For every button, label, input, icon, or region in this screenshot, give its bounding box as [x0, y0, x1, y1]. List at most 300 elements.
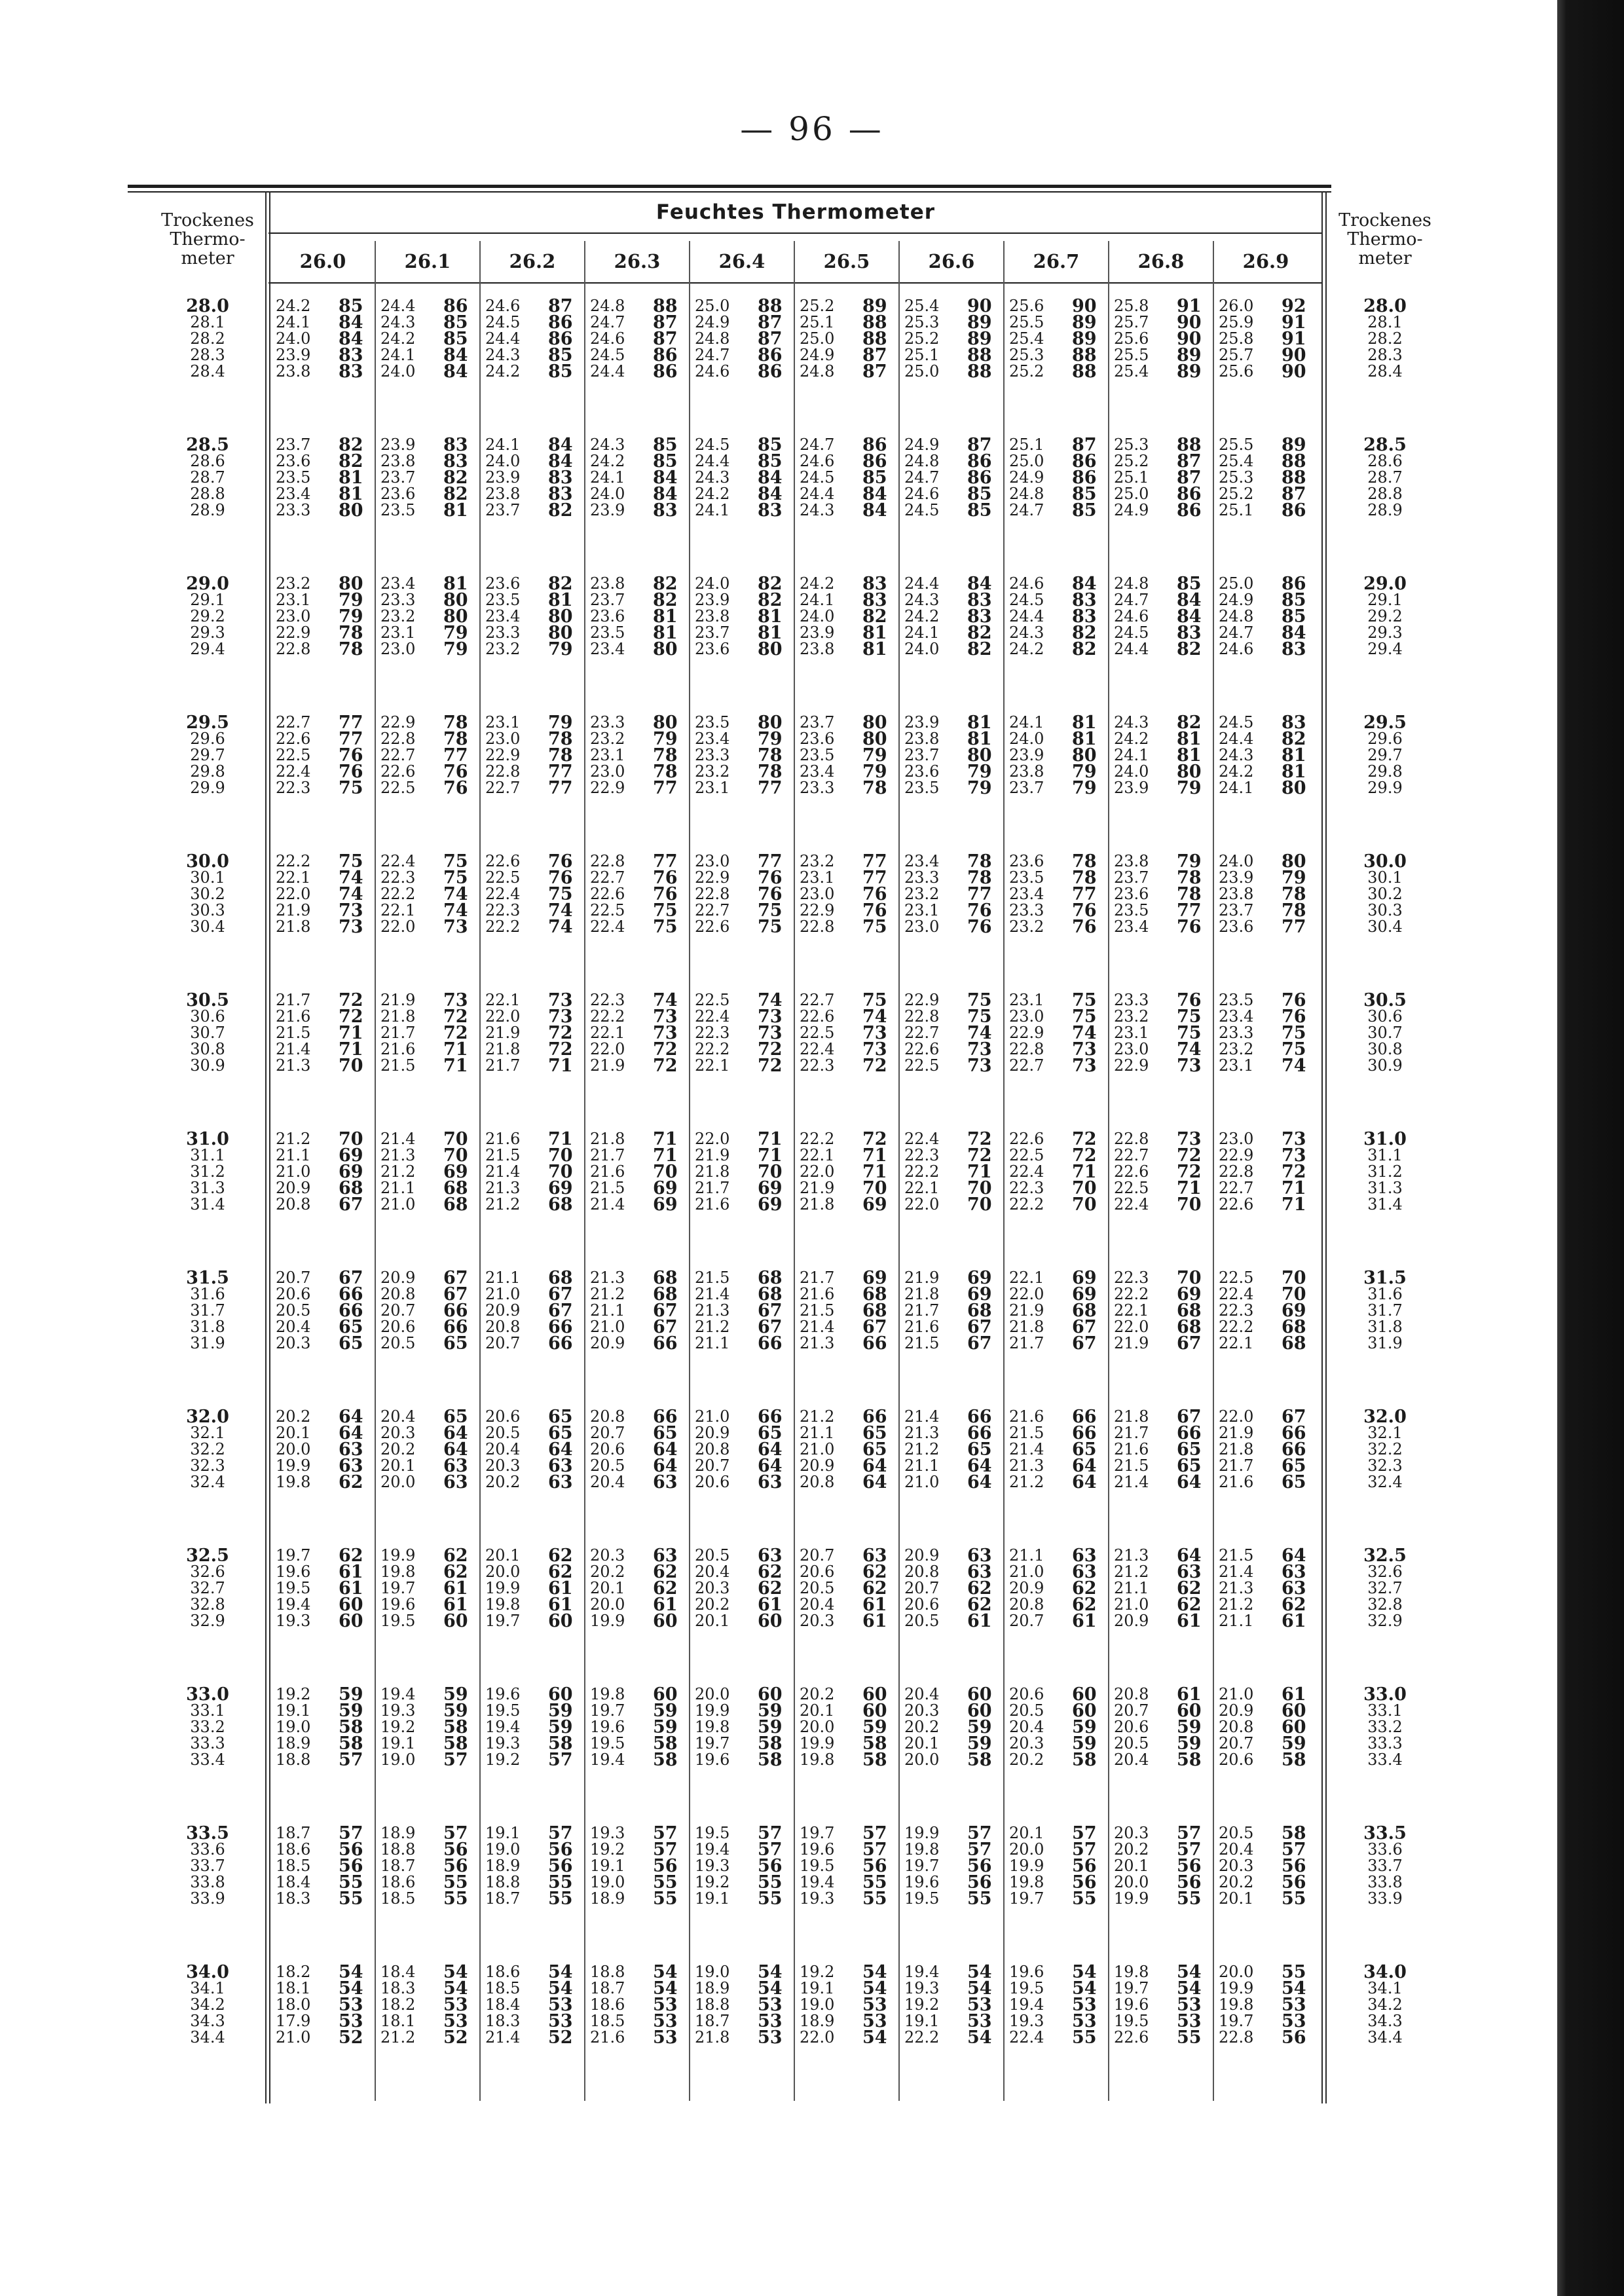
dry-bulb-value-left: 32.1: [190, 1424, 225, 1442]
dew-point-value: 24.6: [485, 297, 521, 315]
table-row: [0, 298, 1624, 314]
humidity-value: 83: [548, 468, 573, 488]
humidity-value: 66: [758, 1333, 783, 1354]
dew-point-value: 23.6: [1219, 917, 1254, 936]
humidity-value: 69: [862, 1194, 887, 1215]
dew-point-value: 25.0: [800, 329, 835, 348]
humidity-value: 76: [967, 917, 992, 937]
dew-point-value: 19.9: [276, 1456, 311, 1475]
humidity-value: 55: [1072, 1889, 1097, 1909]
dew-point-value: 20.8: [485, 1318, 521, 1336]
humidity-value: 66: [967, 1407, 992, 1427]
dew-point-value: 24.0: [1114, 762, 1149, 781]
humidity-value: 85: [653, 435, 678, 455]
dry-bulb-value-right: 29.4: [1367, 640, 1403, 658]
dew-point-value: 26.0: [1219, 297, 1254, 315]
humidity-value: 71: [758, 1129, 783, 1149]
humidity-value: 87: [653, 329, 678, 349]
dew-point-value: 23.6: [1009, 852, 1044, 870]
dew-point-value: 23.9: [1219, 868, 1254, 887]
humidity-value: 84: [967, 574, 992, 594]
dew-point-value: 19.2: [485, 1750, 521, 1769]
dew-point-value: 22.2: [1114, 1285, 1149, 1303]
dew-point-value: 23.4: [904, 852, 940, 870]
humidity-value: 60: [653, 1611, 678, 1631]
dew-point-value: 22.5: [800, 1024, 835, 1042]
humidity-value: 68: [862, 1301, 887, 1321]
humidity-value: 89: [1177, 345, 1202, 365]
column-header-26.8: 26.8: [1137, 250, 1185, 272]
dew-point-value: 19.6: [904, 1873, 940, 1891]
humidity-value: 57: [339, 1823, 363, 1843]
dew-point-value: 24.3: [695, 468, 730, 487]
humidity-value: 70: [862, 1178, 887, 1198]
dew-point-value: 23.2: [695, 762, 730, 781]
dew-point-value: 19.8: [1114, 1963, 1149, 1981]
dew-point-value: 25.9: [1219, 313, 1254, 331]
humidity-value: 65: [1282, 1472, 1306, 1492]
dry-bulb-value-left: 29.7: [190, 746, 225, 764]
humidity-value: 78: [339, 623, 363, 643]
dew-point-value: 21.6: [1114, 1440, 1149, 1458]
dry-bulb-value-right: 33.9: [1367, 1889, 1403, 1908]
dew-point-value: 19.6: [800, 1840, 835, 1859]
dew-point-value: 18.7: [276, 1824, 311, 1842]
dry-bulb-value-left: 31.9: [190, 1334, 225, 1352]
humidity-value: 88: [967, 345, 992, 365]
humidity-value: 54: [967, 1962, 992, 1982]
humidity-value: 63: [653, 1472, 678, 1492]
humidity-value: 60: [1072, 1684, 1097, 1705]
humidity-value: 69: [339, 1162, 363, 1182]
dry-bulb-value-left: 29.2: [190, 607, 225, 625]
dew-point-value: 21.6: [276, 1007, 311, 1026]
humidity-value: 75: [862, 990, 887, 1010]
humidity-value: 71: [548, 1129, 573, 1149]
dry-bulb-value-left: 34.0: [186, 1962, 229, 1982]
humidity-value: 75: [758, 917, 783, 937]
dew-point-value: 22.5: [1219, 1268, 1254, 1287]
humidity-value: 75: [1072, 1007, 1097, 1027]
humidity-value: 78: [1072, 868, 1097, 888]
dew-point-value: 25.2: [1009, 362, 1044, 380]
humidity-value: 75: [1177, 1007, 1202, 1027]
humidity-value: 53: [1177, 1995, 1202, 2015]
humidity-value: 56: [653, 1856, 678, 1876]
table-row: [0, 1147, 1624, 1164]
dew-point-value: 25.6: [1009, 297, 1044, 315]
dew-point-value: 22.7: [590, 868, 625, 887]
dew-point-value: 19.7: [904, 1857, 940, 1875]
dew-point-value: 23.7: [276, 435, 311, 454]
dew-point-value: 18.1: [276, 1979, 311, 1997]
humidity-value: 88: [1282, 451, 1306, 472]
dew-point-value: 22.4: [485, 885, 521, 903]
humidity-value: 78: [1072, 851, 1097, 872]
dew-point-value: 18.9: [485, 1857, 521, 1875]
humidity-value: 86: [758, 361, 783, 382]
dew-point-value: 23.2: [380, 607, 416, 625]
dew-point-value: 23.3: [1009, 901, 1044, 919]
dew-point-value: 23.0: [380, 640, 416, 658]
dew-point-value: 23.2: [590, 730, 625, 748]
dry-bulb-value-left: 34.3: [190, 2012, 225, 2030]
dew-point-value: 20.9: [380, 1268, 416, 1287]
dry-bulb-value-right: 31.0: [1363, 1129, 1407, 1149]
dew-point-value: 23.3: [1114, 991, 1149, 1009]
humidity-value: 84: [653, 468, 678, 488]
dew-point-value: 24.4: [485, 329, 521, 348]
humidity-value: 56: [967, 1872, 992, 1893]
humidity-value: 53: [653, 1995, 678, 2015]
dew-point-value: 22.3: [800, 1056, 835, 1075]
dew-point-value: 25.5: [1114, 346, 1149, 364]
humidity-value: 68: [339, 1178, 363, 1198]
dew-point-value: 22.2: [485, 917, 521, 936]
dew-point-value: 23.2: [800, 852, 835, 870]
humidity-value: 62: [967, 1595, 992, 1615]
dew-point-value: 19.8: [485, 1595, 521, 1614]
dry-bulb-value-left: 28.8: [190, 485, 225, 503]
humidity-value: 60: [967, 1684, 992, 1705]
humidity-value: 80: [443, 590, 468, 610]
dew-point-value: 18.7: [695, 2012, 730, 2030]
dew-point-value: 20.7: [276, 1268, 311, 1287]
humidity-value: 54: [758, 1962, 783, 1982]
dew-point-value: 24.2: [1009, 640, 1044, 658]
dry-bulb-value-right: 33.7: [1367, 1857, 1403, 1875]
humidity-value: 56: [1072, 1856, 1097, 1876]
humidity-value: 59: [758, 1701, 783, 1721]
dew-point-value: 20.1: [276, 1424, 311, 1442]
humidity-value: 84: [758, 468, 783, 488]
dew-point-value: 21.4: [695, 1285, 730, 1303]
dew-point-value: 20.9: [485, 1301, 521, 1320]
dew-point-value: 19.8: [800, 1750, 835, 1769]
humidity-value: 72: [548, 1023, 573, 1043]
dew-point-value: 22.3: [380, 868, 416, 887]
humidity-value: 63: [653, 1546, 678, 1566]
dew-point-value: 24.8: [1114, 574, 1149, 593]
dew-point-value: 20.0: [1114, 1873, 1149, 1891]
table-row: [0, 747, 1624, 764]
dew-point-value: 20.2: [590, 1563, 625, 1581]
dew-point-value: 25.5: [1219, 435, 1254, 454]
dew-point-value: 19.6: [695, 1750, 730, 1769]
dew-point-value: 21.6: [590, 1162, 625, 1181]
table-row: [0, 1719, 1624, 1735]
dew-point-value: 22.8: [695, 885, 730, 903]
dew-point-value: 23.7: [590, 591, 625, 609]
humidity-value: 80: [548, 606, 573, 627]
dew-point-value: 23.5: [800, 746, 835, 764]
dew-point-value: 23.5: [1009, 868, 1044, 887]
humidity-value: 73: [443, 990, 468, 1010]
dew-point-value: 24.3: [485, 346, 521, 364]
dry-bulb-value-right: 31.1: [1367, 1146, 1403, 1164]
dry-bulb-value-left: 29.8: [190, 762, 225, 781]
dew-point-value: 25.5: [1009, 313, 1044, 331]
humidity-value: 72: [339, 1007, 363, 1027]
humidity-value: 77: [1177, 900, 1202, 921]
dry-bulb-value-right: 30.4: [1367, 917, 1403, 936]
humidity-value: 54: [758, 1978, 783, 1999]
humidity-value: 64: [758, 1439, 783, 1460]
humidity-value: 59: [1072, 1717, 1097, 1737]
humidity-value: 64: [1177, 1546, 1202, 1566]
dew-point-value: 24.6: [1219, 640, 1254, 658]
table-row: [0, 453, 1624, 470]
dew-point-value: 22.2: [590, 1007, 625, 1026]
dew-point-value: 19.3: [904, 1979, 940, 1997]
humidity-value: 65: [1177, 1456, 1202, 1476]
dew-point-value: 23.9: [380, 435, 416, 454]
dew-point-value: 21.5: [590, 1179, 625, 1197]
humidity-value: 76: [339, 762, 363, 782]
dew-point-value: 19.4: [1009, 1995, 1044, 2014]
dew-point-value: 22.8: [1219, 1162, 1254, 1181]
dew-point-value: 19.4: [485, 1718, 521, 1736]
humidity-value: 63: [1282, 1578, 1306, 1599]
humidity-value: 83: [653, 500, 678, 521]
humidity-value: 55: [862, 1889, 887, 1909]
humidity-value: 53: [339, 1995, 363, 2015]
humidity-value: 78: [443, 729, 468, 749]
dew-point-value: 22.3: [590, 991, 625, 1009]
humidity-value: 55: [443, 1889, 468, 1909]
dry-bulb-value-left: 29.5: [186, 713, 229, 733]
humidity-value: 57: [1282, 1840, 1306, 1860]
dew-point-value: 22.7: [800, 991, 835, 1009]
dew-point-value: 22.9: [695, 868, 730, 887]
dew-point-value: 23.8: [800, 640, 835, 658]
humidity-value: 57: [758, 1823, 783, 1843]
humidity-value: 67: [1072, 1317, 1097, 1337]
humidity-value: 88: [862, 329, 887, 349]
dew-point-value: 22.3: [1009, 1179, 1044, 1197]
humidity-value: 68: [862, 1284, 887, 1305]
dew-point-value: 22.2: [1009, 1195, 1044, 1213]
humidity-value: 79: [862, 745, 887, 766]
table-row: [0, 1196, 1624, 1213]
humidity-value: 73: [339, 900, 363, 921]
dew-point-value: 24.5: [1009, 591, 1044, 609]
humidity-value: 78: [339, 639, 363, 659]
humidity-value: 75: [339, 778, 363, 798]
dry-bulb-value-right: 33.2: [1367, 1718, 1403, 1736]
humidity-value: 79: [758, 729, 783, 749]
dew-point-value: 20.7: [1114, 1701, 1149, 1720]
humidity-value: 54: [653, 1962, 678, 1982]
humidity-value: 79: [1282, 868, 1306, 888]
humidity-value: 59: [339, 1684, 363, 1705]
dry-bulb-value-left: 30.8: [190, 1040, 225, 1058]
dew-point-value: 19.4: [800, 1873, 835, 1891]
dew-point-value: 24.3: [1219, 746, 1254, 764]
dew-point-value: 19.4: [695, 1840, 730, 1859]
dew-point-value: 24.2: [380, 329, 416, 348]
dew-point-value: 24.5: [904, 501, 940, 519]
humidity-value: 75: [339, 851, 363, 872]
humidity-value: 54: [862, 1962, 887, 1982]
humidity-value: 76: [758, 868, 783, 888]
dew-point-value: 20.8: [800, 1473, 835, 1491]
dew-point-value: 22.2: [276, 852, 311, 870]
humidity-value: 66: [1072, 1407, 1097, 1427]
dew-point-value: 24.9: [800, 346, 835, 364]
dew-point-value: 21.9: [695, 1146, 730, 1164]
dew-point-value: 21.5: [1114, 1456, 1149, 1475]
dew-point-value: 21.5: [800, 1301, 835, 1320]
humidity-value: 64: [967, 1456, 992, 1476]
dew-point-value: 21.2: [904, 1440, 940, 1458]
dew-point-value: 23.4: [800, 762, 835, 781]
humidity-value: 62: [653, 1578, 678, 1599]
dew-point-value: 23.1: [695, 779, 730, 797]
humidity-value: 86: [1282, 500, 1306, 521]
dew-point-value: 21.5: [1009, 1424, 1044, 1442]
humidity-value: 57: [862, 1823, 887, 1843]
humidity-value: 56: [967, 1856, 992, 1876]
dew-point-value: 21.3: [590, 1268, 625, 1287]
dew-point-value: 20.1: [1009, 1824, 1044, 1842]
humidity-value: 75: [443, 851, 468, 872]
dew-point-value: 22.1: [695, 1056, 730, 1075]
dry-bulb-value-right: 29.8: [1367, 762, 1403, 781]
dew-point-value: 24.7: [695, 346, 730, 364]
humidity-value: 77: [1072, 884, 1097, 904]
humidity-value: 79: [653, 729, 678, 749]
humidity-value: 81: [443, 500, 468, 521]
humidity-value: 58: [339, 1717, 363, 1737]
humidity-value: 76: [653, 868, 678, 888]
dew-point-value: 19.6: [276, 1563, 311, 1581]
humidity-value: 78: [967, 868, 992, 888]
humidity-value: 68: [1177, 1301, 1202, 1321]
humidity-value: 75: [1282, 1023, 1306, 1043]
dry-bulb-value-left: 33.8: [190, 1873, 225, 1891]
humidity-value: 89: [967, 312, 992, 333]
dew-point-value: 22.6: [1114, 2028, 1149, 2046]
humidity-value: 75: [967, 990, 992, 1010]
dew-point-value: 24.1: [1009, 713, 1044, 731]
dew-point-value: 20.7: [590, 1424, 625, 1442]
dry-bulb-value-left: 33.6: [190, 1840, 225, 1859]
humidity-value: 72: [862, 1056, 887, 1076]
dew-point-value: 23.7: [1009, 779, 1044, 797]
dew-point-value: 23.8: [1114, 852, 1149, 870]
dew-point-value: 20.4: [1114, 1750, 1149, 1769]
dry-bulb-value-right: 28.9: [1367, 501, 1403, 519]
dew-point-value: 18.9: [695, 1979, 730, 1997]
humidity-value: 57: [443, 1823, 468, 1843]
dry-bulb-value-left: 31.7: [190, 1301, 225, 1320]
dew-point-value: 20.4: [276, 1318, 311, 1336]
humidity-value: 88: [862, 312, 887, 333]
humidity-value: 55: [862, 1872, 887, 1893]
dew-point-value: 20.0: [485, 1563, 521, 1581]
humidity-value: 63: [758, 1472, 783, 1492]
dew-point-value: 20.5: [904, 1612, 940, 1630]
humidity-value: 84: [862, 484, 887, 504]
humidity-value: 78: [548, 729, 573, 749]
dew-point-value: 20.4: [1009, 1718, 1044, 1736]
humidity-value: 65: [1282, 1456, 1306, 1476]
humidity-value: 57: [1177, 1840, 1202, 1860]
dew-point-value: 24.1: [380, 346, 416, 364]
dew-point-value: 25.7: [1219, 346, 1254, 364]
humidity-value: 78: [653, 745, 678, 766]
humidity-value: 67: [443, 1284, 468, 1305]
humidity-value: 91: [1282, 329, 1306, 349]
humidity-value: 52: [548, 2028, 573, 2048]
humidity-value: 81: [443, 574, 468, 594]
humidity-value: 68: [548, 1268, 573, 1288]
humidity-value: 70: [1282, 1284, 1306, 1305]
table-row: [0, 1874, 1624, 1891]
dew-point-value: 21.5: [904, 1334, 940, 1352]
dew-point-value: 24.4: [1114, 640, 1149, 658]
humidity-value: 55: [758, 1889, 783, 1909]
table-row: [0, 992, 1624, 1009]
dew-point-value: 22.4: [800, 1040, 835, 1058]
humidity-value: 73: [758, 1007, 783, 1027]
dry-bulb-value-right: 32.4: [1367, 1473, 1403, 1491]
humidity-value: 74: [443, 900, 468, 921]
humidity-value: 58: [758, 1750, 783, 1770]
humidity-value: 76: [548, 868, 573, 888]
dew-point-value: 18.3: [276, 1889, 311, 1908]
humidity-value: 74: [339, 884, 363, 904]
humidity-value: 80: [1282, 851, 1306, 872]
dew-point-value: 20.0: [380, 1473, 416, 1491]
humidity-value: 83: [1282, 713, 1306, 733]
humidity-value: 59: [862, 1717, 887, 1737]
dew-point-value: 20.8: [904, 1563, 940, 1581]
column-header-26.1: 26.1: [404, 250, 451, 272]
humidity-value: 63: [862, 1546, 887, 1566]
dew-point-value: 21.7: [276, 991, 311, 1009]
dew-point-value: 21.7: [485, 1056, 521, 1075]
humidity-value: 74: [862, 1007, 887, 1027]
dew-point-value: 19.0: [485, 1840, 521, 1859]
dew-point-value: 20.3: [380, 1424, 416, 1442]
dew-point-value: 24.2: [1219, 762, 1254, 781]
humidity-value: 59: [443, 1684, 468, 1705]
humidity-value: 86: [653, 361, 678, 382]
dew-point-value: 25.3: [1219, 468, 1254, 487]
humidity-value: 81: [1282, 762, 1306, 782]
dry-bulb-value-right: 30.5: [1363, 990, 1407, 1010]
dew-point-value: 23.6: [276, 452, 311, 470]
table-row: [0, 714, 1624, 731]
dew-point-value: 22.4: [1009, 2028, 1044, 2046]
dew-point-value: 22.7: [380, 746, 416, 764]
table-row: [0, 886, 1624, 902]
humidity-value: 86: [967, 451, 992, 472]
dew-point-value: 21.3: [276, 1056, 311, 1075]
dew-point-value: 19.7: [1114, 1979, 1149, 1997]
humidity-value: 58: [548, 1733, 573, 1754]
dew-point-value: 19.9: [1009, 1857, 1044, 1875]
dew-point-value: 21.3: [695, 1301, 730, 1320]
dew-point-value: 18.4: [276, 1873, 311, 1891]
dry-bulb-value-right: 30.9: [1367, 1056, 1403, 1075]
dew-point-value: 20.2: [1219, 1873, 1254, 1891]
humidity-value: 71: [653, 1145, 678, 1166]
dew-point-value: 21.6: [800, 1285, 835, 1303]
dry-bulb-value-right: 32.1: [1367, 1424, 1403, 1442]
